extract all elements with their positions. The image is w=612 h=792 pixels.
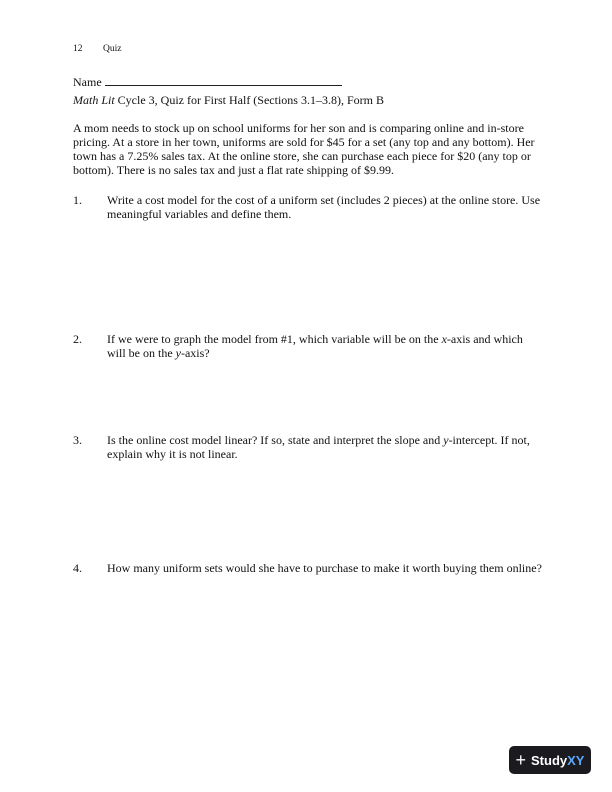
studyxy-badge[interactable] [509,746,591,774]
question-1 [73,193,543,221]
question-number: 2. [73,332,82,346]
question-text: Write a cost model for the cost of a uniform set (includes 2 pieces) at the online store. Use meaningful variables and define them. [107,193,541,221]
question-2 [73,332,543,360]
question-3 [73,433,543,461]
subtitle-rest: Cycle 3, Quiz for First Half (Sections 3.1–3.8), Form B [114,93,384,107]
course-name: Math Lit [73,93,115,107]
name-label: Name [73,75,102,89]
running-header [73,44,121,54]
plus-icon: + [515,750,527,770]
name-field [73,73,342,90]
question-number: 3. [73,433,82,447]
quiz-subtitle [73,93,384,108]
question-text: Is the online cost model linear? If so, state and interpret the slope and y-intercept. If not, explain why it is not linear. [107,433,530,461]
question-number: 4. [73,561,82,575]
section-label: Quiz [103,44,122,54]
question-text: If we were to graph the model from #1, which variable will be on the x-axis and which will be on the y-axis? [107,332,523,360]
question-text: How many uniform sets would she have to purchase to make it worth buying them online? [107,561,542,575]
brand-xy: XY [567,752,585,768]
brand-study: Study [531,752,568,768]
problem-prompt: A mom needs to stock up on school uniforms for her son and is comparing online and in-store pricing. At a store in her town, uniforms are sold for $45 for a set (any top and any bottom). Her town has a 7.25% sales tax. At the online store, she can purchase each piece for $20 (any top or bottom). There is no sales tax and just a flat rate shipping of $9.99. [73,121,535,177]
page-number: 12 [73,44,83,54]
name-blank-line[interactable] [105,73,342,86]
question-number: 1. [73,193,82,207]
question-4 [73,561,543,575]
